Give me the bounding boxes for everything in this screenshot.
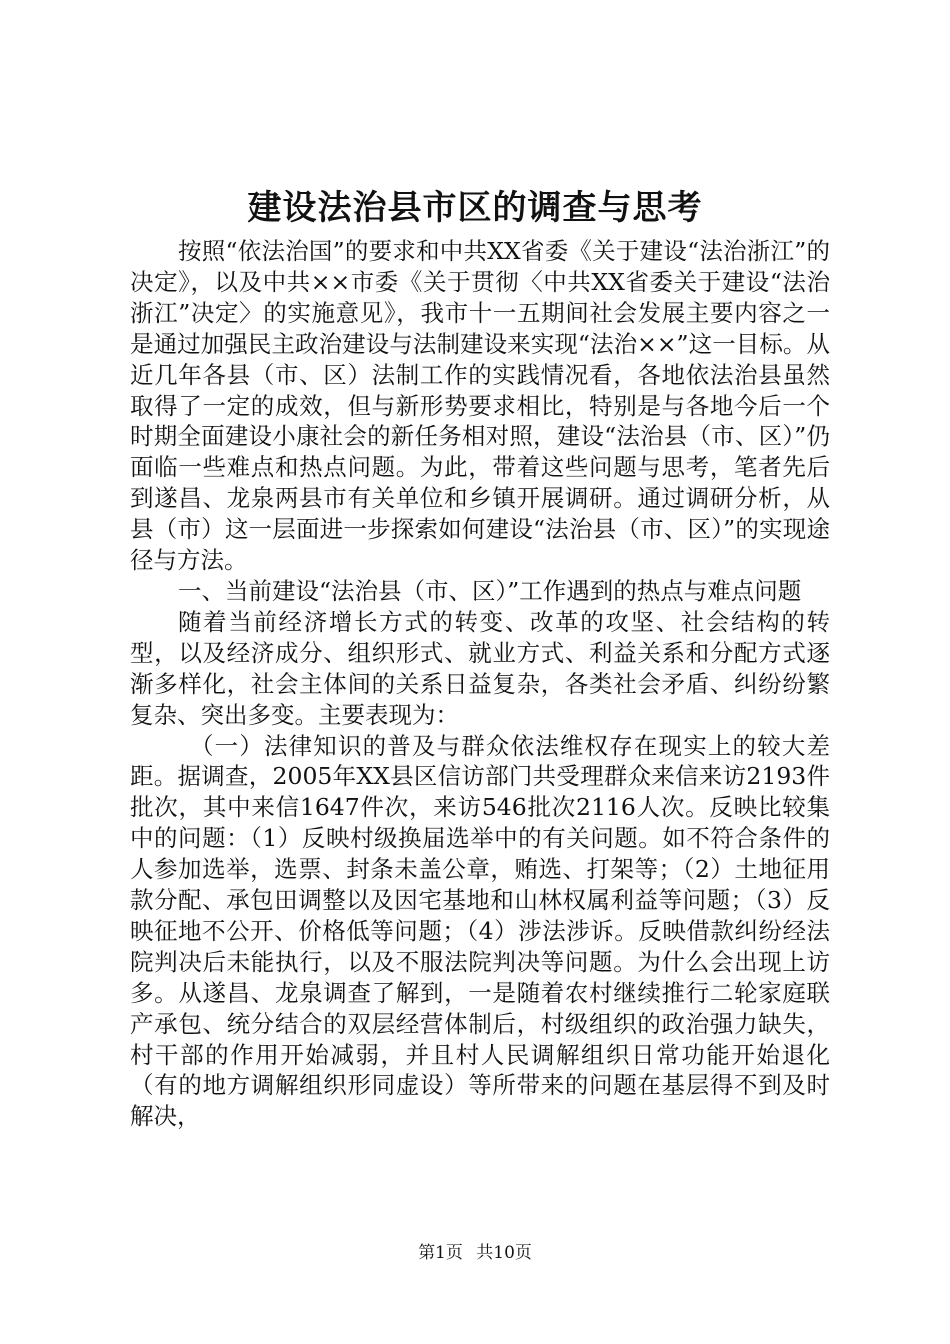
- document-body: [130, 236, 830, 1132]
- section-heading: 一、当前建设“法治县（市、区）”工作遇到的热点与难点问题: [178, 576, 802, 605]
- page-total: 共10页: [476, 1243, 532, 1263]
- intro-paragraph: 按照“依法治国”的要求和中共XX省委《关于建设“法治浙江”的决定》，以及中共××市委《关于贯彻〈中共XX省委关于建设“法治浙江”决定〉的实施意见》，我市十一五期间社会发展主要内容之一是通过加强民主政治建设与法制建设来实现“法治××”这一目标。从近几年各县（市、区）法制工作的实践情况看，各地依法治县虽然取得了一定的成效，但与新形势要求相比，特别是与各地今后一个时期全面建设小康社会的新任务相对照，建设“法治县（市、区）”仍面临一些难点和热点问题。为此，带着这些问题与思考，笔者先后到遂昌、龙泉两县市有关单位和乡镇开展调研。通过调研分析，从县（市）这一层面进一步探索如何建设“法治县（市、区）”的实现途径与方法。: [130, 237, 830, 575]
- document-title: 建设法治县市区的调查与思考: [247, 188, 703, 228]
- page-footer: [0, 1242, 950, 1264]
- section-paragraph: 随着当前经济增长方式的转变、改革的攻坚、社会结构的转型，以及经济成分、组织形式、就业方式、利益关系和分配方式逐渐多样化，社会主体间的关系日益复杂，各类社会矛盾、纠纷纷繁复杂、突出多变。主要表现为：: [130, 607, 830, 729]
- subsection-paragraph: （一）法律知识的普及与群众依法维权存在现实上的较大差距。据调查，2005年XX县区信访部门共受理群众来信来访2193件批次，其中来信1647件次，来访546批次2116人次。反映比较集中的问题：（1）反映村级换届选举中的有关问题。如不符合条件的人参加选举，选票、封条未盖公章，贿选、打架等；（2）土地征用款分配、承包田调整以及因宅基地和山林权属利益等问题；（3）反映征地不公开、价格低等问题；（4）涉法涉诉。反映借款纠纷经法院判决后未能执行，以及不服法院判决等问题。为什么会出现上访多。从遂昌、龙泉调查了解到，一是随着农村继续推行二轮家庭联产承包、统分结合的双层经营体制后，村级组织的政治强力缺失，村干部的作用开始减弱，并且村人民调解组织日常功能开始退化（有的地方调解组织形同虚设）等所带来的问题在基层得不到及时解决，: [130, 731, 830, 1131]
- page-number: 第1页: [418, 1243, 463, 1263]
